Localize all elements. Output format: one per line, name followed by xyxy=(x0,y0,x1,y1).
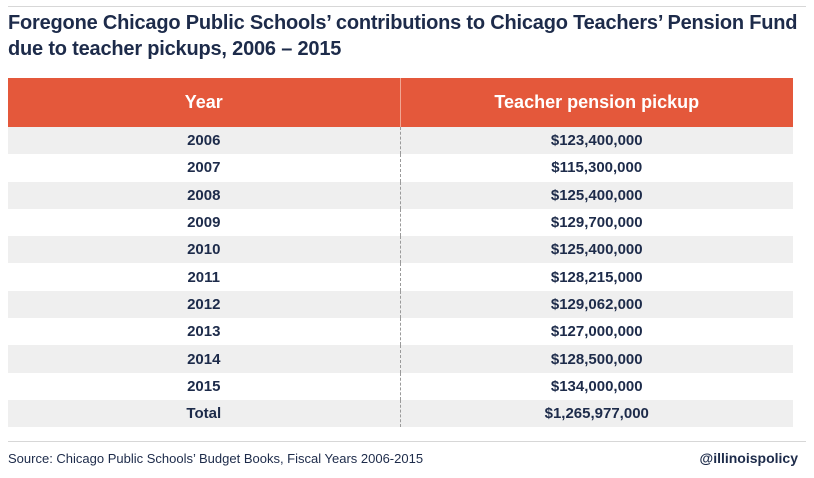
chart-title: Foregone Chicago Public Schools’ contributions to Chicago Teachers’ Pension Fund due to teacher pickups, 2006 – 2015 xyxy=(8,12,798,60)
table-row xyxy=(8,345,793,372)
table-row xyxy=(8,400,793,427)
table-row xyxy=(8,373,793,400)
year-cell: 2013 xyxy=(8,318,401,345)
pension-pickup-cell: $128,500,000 xyxy=(550,350,643,368)
year-cell: 2006 xyxy=(8,127,401,154)
table-row xyxy=(8,263,793,290)
year-cell: 2009 xyxy=(8,209,401,236)
table-row xyxy=(8,127,793,154)
pension-pickup-cell: $134,000,000 xyxy=(550,377,643,395)
year-cell: 2014 xyxy=(8,345,401,372)
year-cell: 2007 xyxy=(8,154,401,181)
pension-pickup-cell: $115,300,000 xyxy=(551,159,643,177)
table-row xyxy=(8,154,793,181)
table-body xyxy=(8,127,793,427)
year-cell: 2011 xyxy=(8,263,401,290)
year-cell: 2015 xyxy=(8,373,401,400)
header-year: Year xyxy=(8,78,401,127)
table-row xyxy=(8,209,793,236)
table-row xyxy=(8,318,793,345)
source-note: Source: Chicago Public Schools’ Budget Books, Fiscal Years 2006-2015 xyxy=(8,451,424,466)
pension-pickup-cell: $123,400,000 xyxy=(550,132,643,150)
brand-handle: @illinoispolicy xyxy=(699,450,798,466)
year-cell: 2010 xyxy=(8,236,401,263)
top-divider xyxy=(8,6,806,7)
header-pension-pickup: Teacher pension pickup xyxy=(494,92,700,112)
data-table xyxy=(8,78,793,427)
bottom-divider xyxy=(8,441,806,442)
year-cell: 2008 xyxy=(8,182,401,209)
table-row xyxy=(8,182,793,209)
table-row xyxy=(8,291,793,318)
year-cell: 2012 xyxy=(8,291,401,318)
pension-pickup-cell: $125,400,000 xyxy=(550,186,643,204)
year-cell: Total xyxy=(8,400,401,427)
pension-pickup-cell: $1,265,977,000 xyxy=(544,405,649,423)
pension-pickup-cell: $129,062,000 xyxy=(550,295,643,313)
pension-pickup-cell: $129,700,000 xyxy=(550,214,643,232)
table-header xyxy=(8,78,793,127)
table-row xyxy=(8,236,793,263)
pension-pickup-cell: $125,400,000 xyxy=(550,241,643,259)
pension-pickup-cell: $127,000,000 xyxy=(550,323,643,341)
pension-pickup-cell: $128,215,000 xyxy=(550,268,643,286)
